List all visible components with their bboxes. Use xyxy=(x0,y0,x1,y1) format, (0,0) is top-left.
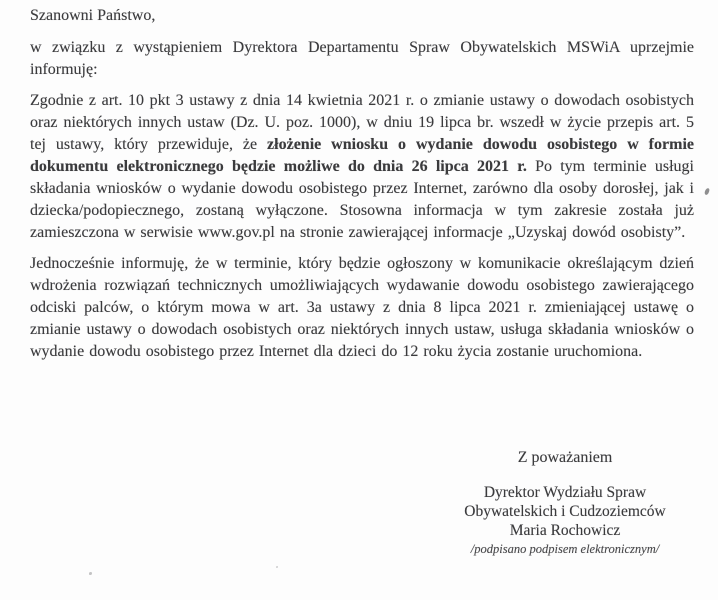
scan-speck xyxy=(276,566,278,568)
salutation: Szanowni Państwo, xyxy=(30,7,156,24)
signer-name: Maria Rochowicz xyxy=(509,522,621,539)
signature-block xyxy=(415,483,715,557)
text-segment: w związku z wystąpieniem Dyrektora Departamentu Spraw Obywatelskich MSWiA uprzejmie informuję: xyxy=(30,39,694,78)
bold-text-segment: złożenie wniosku o wydanie dowodu osobistego w formie dokumentu elektronicznego będzie możliwe do dnia 26 lipca 2021 r. xyxy=(30,136,694,175)
text-segment: Zgodnie z art. 10 pkt 3 ustawy z dnia 14 kwietnia 2021 r. o zmianie ustawy o dowodach osobistych oraz niektórych innych ustaw (Dz. U. poz. 1000), w dniu 19 lipca br. wszedł w życie przepis art. 5 tej ustawy, który przewiduje, że xyxy=(30,92,694,153)
closing-phrase: Z poważaniem xyxy=(517,449,613,466)
closing-block xyxy=(415,447,715,469)
paragraph-deadline-info xyxy=(30,90,694,244)
text-segment: Po tym terminie usługi składania wniosków o wydanie dowodu osobistego przez Internet, zarówno dla osoby dorosłej, jak i dziecka/podopiecznego, zostaną wyłączone. Stosowna informacja w tym zakresie została już zamieszczona w serwisie www.gov.pl na stronie zawierającej informacje „Uzyskaj dowód osobisty”. xyxy=(30,158,695,241)
paragraph-intro xyxy=(30,37,694,81)
scan-speck xyxy=(704,188,710,196)
scan-speck xyxy=(89,572,92,575)
text-segment: Jednocześnie informuję, że w terminie, który będzie ogłoszony w komunikacie określającym dzień wdrożenia rozwiązań technicznych umożliwiających wydawanie dowodu osobistego zawierającego odciski palców, o którym mowa w art. 3a ustawy z dnia 8 lipca 2021 r. zmieniającej ustawę o zmianie ustawy o dowodach osobistych oraz niektórych innych ustaw, usługa składania wniosków o wydanie dowodu osobistego przez Internet dla dzieci do 12 roku życia zostanie uruchomiona. xyxy=(30,255,694,360)
paragraph-future-service xyxy=(30,253,694,363)
electronic-signature-note: /podpisano podpisem elektronicznym/ xyxy=(470,542,660,556)
signer-title-line-1: Dyrektor Wydziału Spraw xyxy=(483,484,647,501)
signer-title-line-2: Obywatelskich i Cudzoziemców xyxy=(464,503,666,520)
